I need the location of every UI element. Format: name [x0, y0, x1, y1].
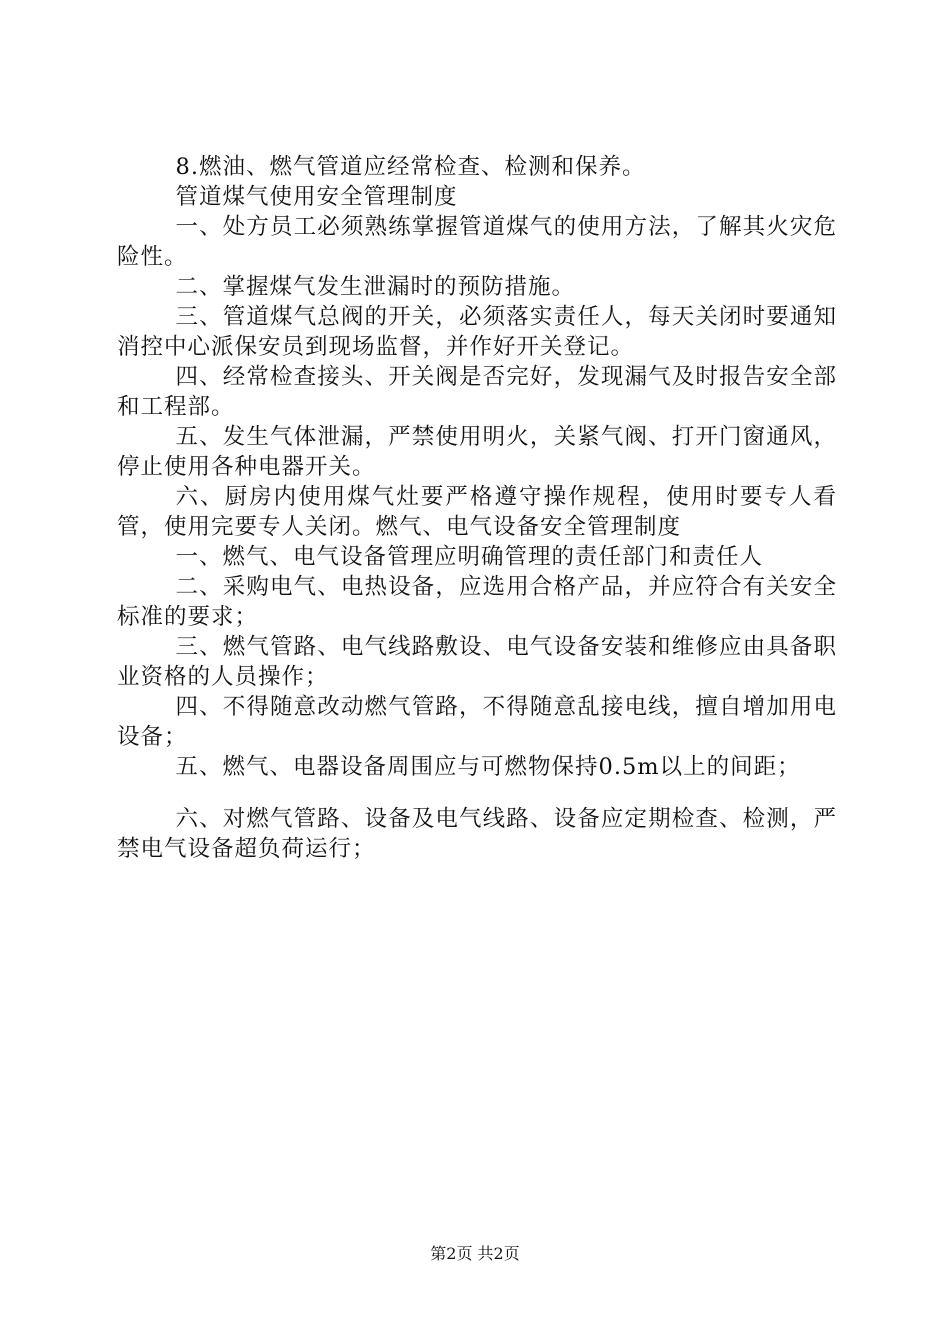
paragraph-14: 六、对燃气管路、设备及电气线路、设备应定期检查、检测，严禁电气设备超负荷运行；	[117, 806, 837, 862]
document-body	[117, 152, 837, 864]
section-title-pipeline-gas: 管道煤气使用安全管理制度	[175, 184, 458, 210]
paragraph-9: 一、燃气、电气设备管理应明确管理的责任部门和责任人	[175, 544, 764, 570]
paragraph-11: 三、燃气管路、电气线路敷设、电气设备安装和维修应由具备职业资格的人员操作；	[117, 634, 837, 690]
paragraph-3: 一、处方员工必须熟练掌握管道煤气的使用方法，了解其火灾危险性。	[117, 214, 837, 270]
paragraph-10: 二、采购电气、电热设备，应选用合格产品，并应符合有关安全标准的要求；	[117, 574, 837, 630]
paragraph-5: 三、管道煤气总阀的开关，必须落实责任人，每天关闭时要通知消控中心派保安员到现场监督，并作好开关登记。	[117, 304, 837, 360]
paragraph-4: 二、掌握煤气发生泄漏时的预防措施。	[175, 274, 576, 300]
page-number-footer: 第2页 共2页	[430, 1244, 520, 1263]
paragraph-8: 六、厨房内使用煤气灶要严格遵守操作规程，使用时要专人看管，使用完要专人关闭。燃气、电气设备安全管理制度	[117, 484, 837, 540]
paragraph-7: 五、发生气体泄漏，严禁使用明火，关紧气阀、打开门窗通风，停止使用各种电器开关。	[117, 424, 837, 480]
paragraph-1: 8.燃油、燃气管道应经常检查、检测和保养。	[175, 154, 646, 180]
paragraph-6: 四、经常检查接头、开关阀是否完好，发现漏气及时报告安全部和工程部。	[117, 364, 837, 420]
paragraph-12: 四、不得随意改动燃气管路，不得随意乱接电线，擅自增加用电设备；	[117, 694, 837, 750]
paragraph-13: 五、燃气、电器设备周围应与可燃物保持0.5m以上的间距；	[175, 754, 801, 780]
